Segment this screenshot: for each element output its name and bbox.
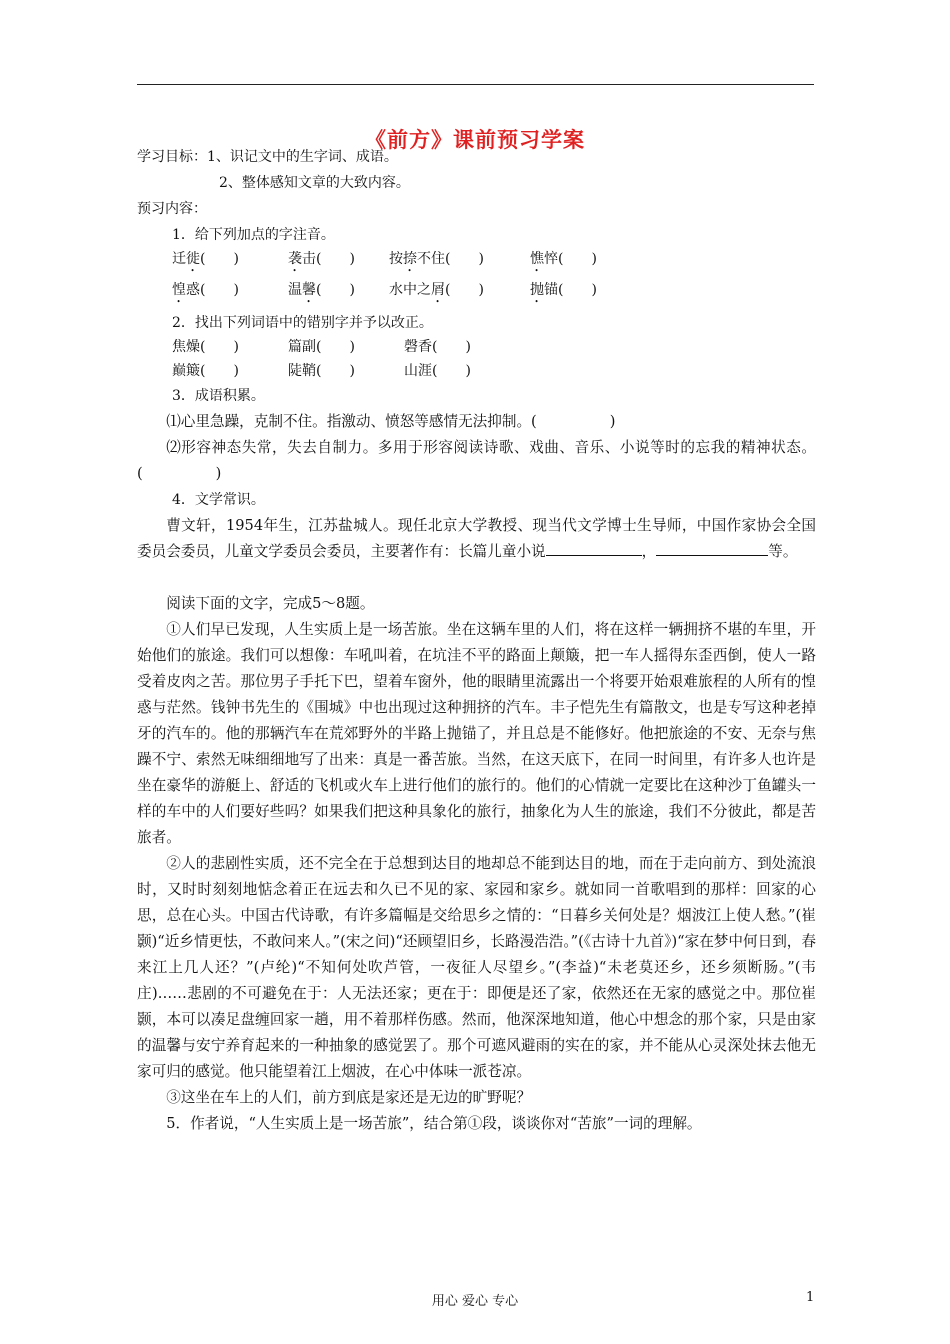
objective-line-2: 2、整体感知文章的大致内容。 [219,175,410,191]
page-title: 《前方》课前预习学案 [365,128,585,152]
q4-prompt: 4．文学常识。 [172,492,265,508]
q5-prompt: 5．作者说，“人生实质上是一场苦旅”，结合第①段，谈谈你对“苦旅”一词的理解。 [166,1115,702,1132]
q1-item: 惶惑( ) [172,282,239,298]
q1-item: 袭击( ) [288,251,355,267]
q1-prompt: 1．给下列加点的字注音。 [172,227,335,243]
answer-blank[interactable] [656,541,724,556]
q1-item: 憔悴( ) [530,251,597,267]
answer-blank[interactable] [546,541,642,556]
page-number: 1 [806,1290,815,1305]
q2-prompt: 2．找出下列词语中的错别字并予以改正。 [172,315,433,331]
q4-content [137,513,816,565]
reading-section [137,591,816,1137]
q1-item: 水中之屑( ) [389,282,484,298]
q3-content [137,409,816,487]
q2-item: 磬香( ) [404,339,471,355]
header-rule [137,84,814,85]
passage-paragraph-3: ③这坐在车上的人们，前方到底是家还是无边的旷野呢？ [166,1089,532,1106]
footer-motto: 用心 爱心 专心 [431,1294,519,1309]
q2-item: 山涯( ) [404,363,471,379]
q1-item: 温馨( ) [288,282,355,298]
q2-item: 陡鞘( ) [288,363,355,379]
q1-item: 抛锚( ) [530,282,597,298]
passage-paragraph-2: ②人的悲剧性实质，还不完全在于总想到达目的地却总不能到达目的地，而在于走向前方、到处流浪时，又时时刻刻地惦念着正在远去和久已不见的家、家园和家乡。就如同一首歌唱到的那样：回家的心思，总在心头。中国古代诗歌，有许多篇幅是交给思乡之情的：“日暮乡关何处是？烟波江上使人愁。”(崔颢)“近乡情更怯，不敢问来人。”(宋之问)“还顾望旧乡，长路漫浩浩。”(《古诗十九首》)“家在梦中何日到，春来江上几人还？”(卢纶)“不知何处吹芦管，一夜征人尽望乡。”(李益)“未老莫还乡，还乡须断肠。”(韦庄)……悲剧的不可避免在于：人无法还家；更在于：即便是还了家，依然还在无家的感觉之中。那位崔颢，本可以凑足盘缠回家一趟，用不着那样伤感。然而，他深深地知道，他心中想念的那个家，只是由家的温馨与安宁养育起来的一种抽象的感觉罢了。那个可遮风避雨的实在的家，并不能从心灵深处抹去他无家可归的感觉。他只能望着江上烟波，在心中体味一派苍凉。 [137,855,816,1080]
q3-item-1: ⑴心里急躁，克制不住。指激动、愤怒等感情无法抑制。( ) [166,413,616,430]
q4-text: 曹文轩，1954年生，江苏盐城人。现任北京大学教授、现当代文学博士生导师，中国作家协会全国委员会委员，儿童文学委员会委员，主要著作有：长篇儿童小说 ， 等。 [137,517,816,560]
q1-item: 按捺不住( ) [389,251,484,267]
objective-line-1: 学习目标：1、识记文中的生字词、成语。 [137,149,398,165]
q3-prompt: 3．成语积累。 [172,388,265,404]
answer-blank[interactable] [724,541,768,556]
q2-item: 篇副( ) [288,339,355,355]
reading-intro: 阅读下面的文字，完成5～8题。 [166,595,375,612]
q2-item: 焦燥( ) [172,339,239,355]
passage-paragraph-1: ①人们早已发现，人生实质上是一场苦旅。坐在这辆车里的人们，将在这样一辆拥挤不堪的车里，开始他们的旅途。我们可以想像：车吼叫着，在坑洼不平的路面上颠簸，把一车人摇得东歪西倒，使人一路受着皮肉之苦。那位男子手托下巴，望着车窗外，他的眼睛里流露出一个将要开始艰难旅程的人所有的惶惑与茫然。钱钟书先生的《围城》中也出现过这种拥挤的汽车。丰子恺先生有篇散文，也是专写这种老掉牙的汽车的。他的那辆汽车在荒郊野外的半路上抛锚了，并且总是不能修好。他把旅途的不安、无奈与焦躁不宁、索然无味细细地写了出来：真是一番苦旅。当然，在这天底下，在同一时间里，有许多人也许是坐在豪华的游艇上、舒适的飞机或火车上进行他们的旅行的。他们的心情就一定要比在这种沙丁鱼罐头一样的车中的人们要好些吗？如果我们把这种具象化的旅行，抽象化为人生的旅途，我们不分彼此，都是苦旅者。 [137,621,816,846]
q1-item: 迁徙( ) [172,251,239,267]
preview-label: 预习内容： [137,201,207,217]
q2-item: 巅簸( ) [172,363,239,379]
q3-item-2: ⑵形容神态失常，失去自制力。多用于形容阅读诗歌、戏曲、音乐、小说等时的忘我的精神状态。( ) [137,439,816,482]
